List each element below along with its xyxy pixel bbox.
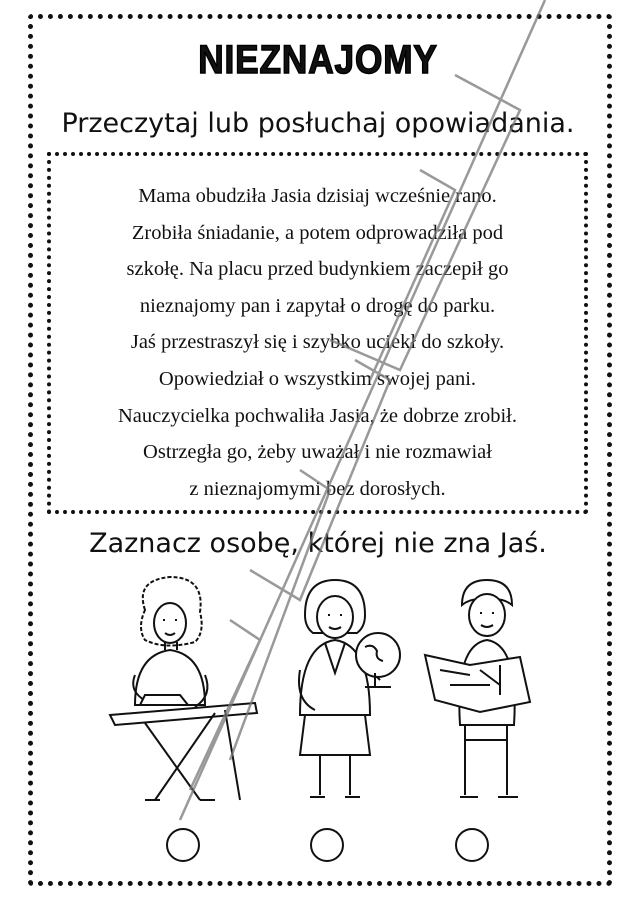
woman-ironing-icon <box>105 575 265 815</box>
answer-circle-3[interactable] <box>455 828 489 862</box>
story-box <box>47 152 588 514</box>
story-line: Zrobiła śniadanie, a potem odprowadziła pod <box>131 221 504 244</box>
story-line: nieznajomy pan i zapytał o drogę do parku. <box>139 294 496 317</box>
story-line: Ostrzegła go, żeby uważał i nie rozmawiał <box>143 441 492 464</box>
instruction: Przeczytaj lub posłuchaj opowiadania. <box>61 108 575 139</box>
teacher-globe-icon <box>280 575 410 815</box>
story-line: Opowiedział o wszystkim swojej pani. <box>158 367 477 390</box>
question: Zaznacz osobę, której nie zna Jaś. <box>89 528 547 559</box>
story-line: Jaś przestraszył się i szybko uciekł do szkoły. <box>130 331 505 354</box>
story-text <box>51 178 584 507</box>
page-title: NIEZNAJOMY <box>198 38 438 82</box>
story-line: Mama obudziła Jasia dzisiaj wcześnie rano. <box>138 185 497 207</box>
answer-circle-1[interactable] <box>166 828 200 862</box>
story-line: szkołę. Na placu przed budynkiem zaczepił go <box>126 258 509 281</box>
answer-circle-2[interactable] <box>310 828 344 862</box>
man-map-icon <box>420 575 550 815</box>
story-line: z nieznajomymi bez dorosłych. <box>189 477 446 500</box>
story-line: Nauczycielka pochwaliła Jasia, że dobrze zrobił. <box>118 404 517 427</box>
